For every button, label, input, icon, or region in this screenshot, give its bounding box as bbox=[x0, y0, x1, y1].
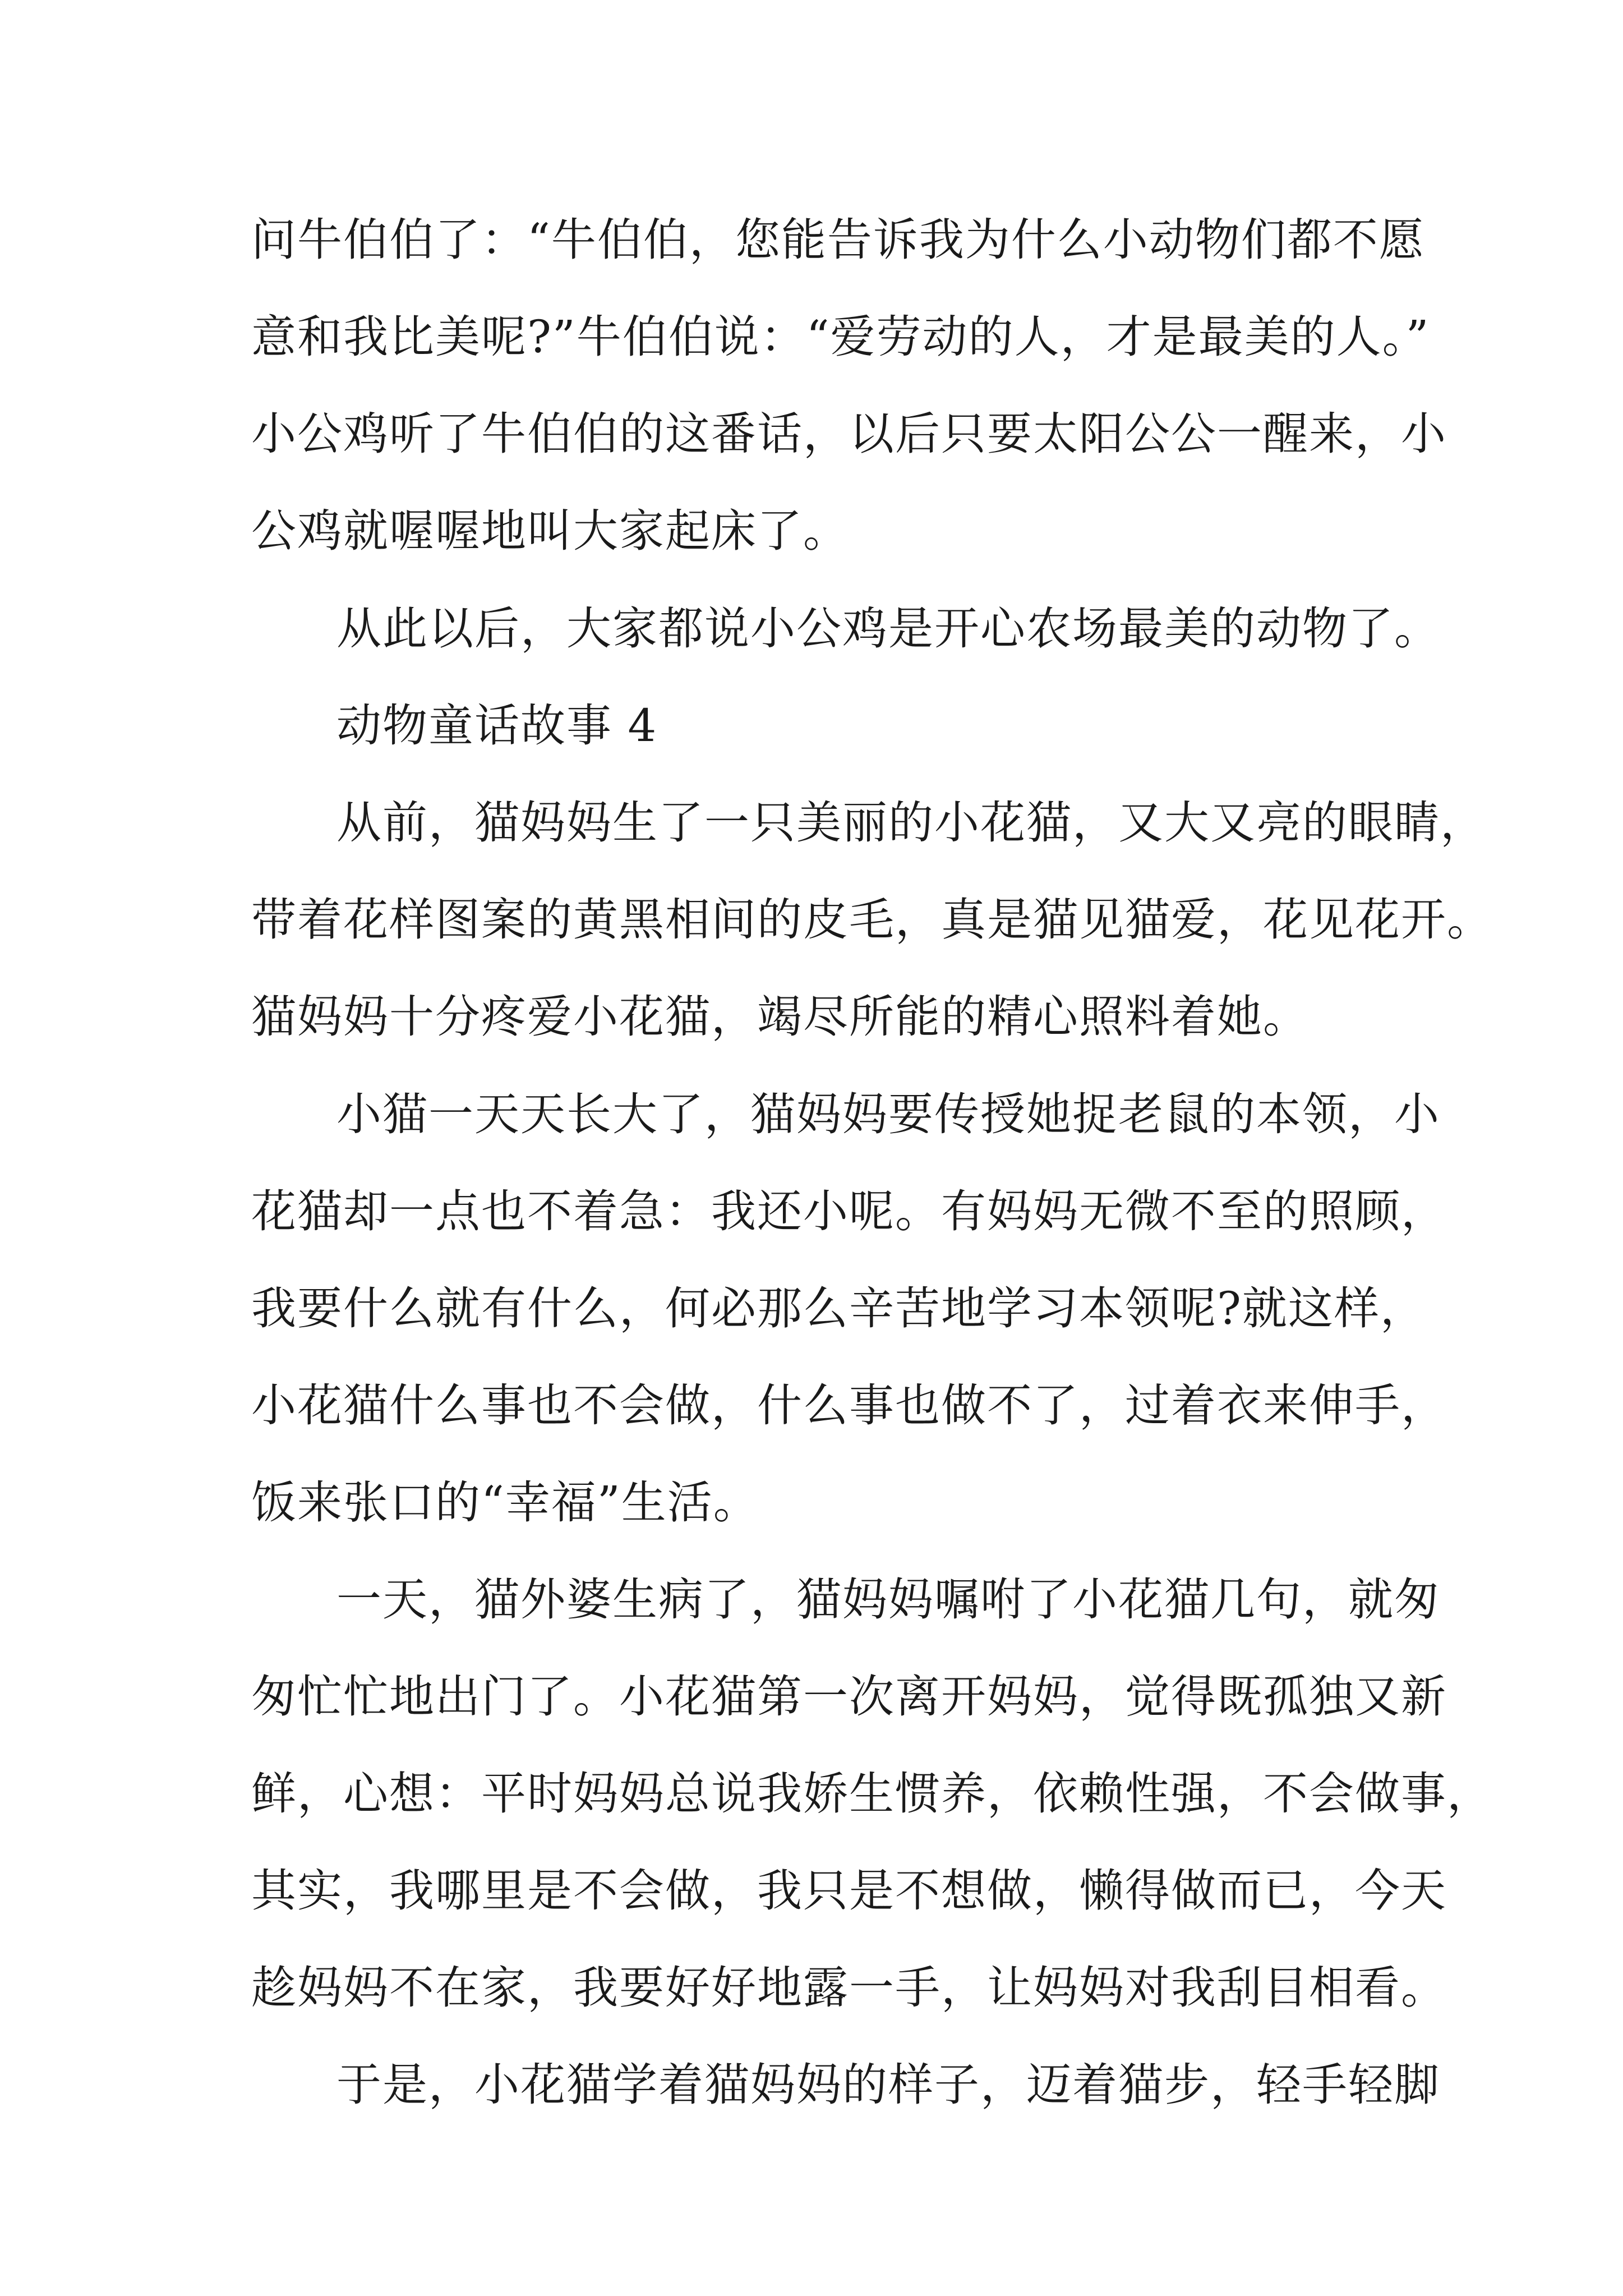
text-line: 鲜，心想：平时妈妈总说我娇生惯养，依赖性强，不会做事， bbox=[251, 1768, 1493, 1820]
text-line: 花猫却一点也不着急：我还小呢。有妈妈无微不至的照顾， bbox=[251, 1185, 1447, 1237]
text-line: 我要什么就有什么，何必那么辛苦地学习本领呢?就这样， bbox=[251, 1282, 1426, 1335]
text-line: 小花猫什么事也不会做，什么事也做不了，过着衣来伸手， bbox=[251, 1379, 1447, 1432]
text-line: 于是，小花猫学着猫妈妈的样子，迈着猫步，轻手轻脚 bbox=[336, 2059, 1440, 2111]
text-line: 小猫一天天长大了，猫妈妈要传授她捉老鼠的本领，小 bbox=[336, 1088, 1440, 1140]
text-line: 趁妈妈不在家，我要好好地露一手，让妈妈对我刮目相看。 bbox=[251, 1962, 1447, 2014]
section-heading: 动物童话故事 4 bbox=[336, 700, 658, 752]
text-line: 公鸡就喔喔地叫大家起床了。 bbox=[251, 505, 849, 557]
text-line: 其实，我哪里是不会做，我只是不想做，懒得做而已，今天 bbox=[251, 1865, 1447, 1917]
text-line: 带着花样图案的黄黑相间的皮毛，真是猫见猫爱，花见花开。 bbox=[251, 894, 1493, 946]
text-line: 一天，猫外婆生病了，猫妈妈嘱咐了小花猫几句，就匆 bbox=[336, 1573, 1440, 1626]
text-line: 猫妈妈十分疼爱小花猫，竭尽所能的精心照料着她。 bbox=[251, 991, 1309, 1043]
text-line: 匆忙忙地出门了。小花猫第一次离开妈妈，觉得既孤独又新 bbox=[251, 1671, 1447, 1723]
text-line: 饭来张口的“幸福”生活。 bbox=[251, 1476, 759, 1529]
text-line: 从此以后，大家都说小公鸡是开心农场最美的动物了。 bbox=[336, 602, 1440, 655]
text-line: 小公鸡听了牛伯伯的这番话，以后只要太阳公公一醒来，小 bbox=[251, 408, 1447, 460]
text-line: 意和我比美呢?”牛伯伯说：“爱劳动的人，才是最美的人。” bbox=[251, 311, 1430, 363]
text-line: 从前，猫妈妈生了一只美丽的小花猫，又大又亮的眼睛， bbox=[336, 797, 1486, 849]
text-line: 问牛伯伯了：“牛伯伯，您能告诉我为什么小动物们都不愿 bbox=[251, 214, 1425, 266]
